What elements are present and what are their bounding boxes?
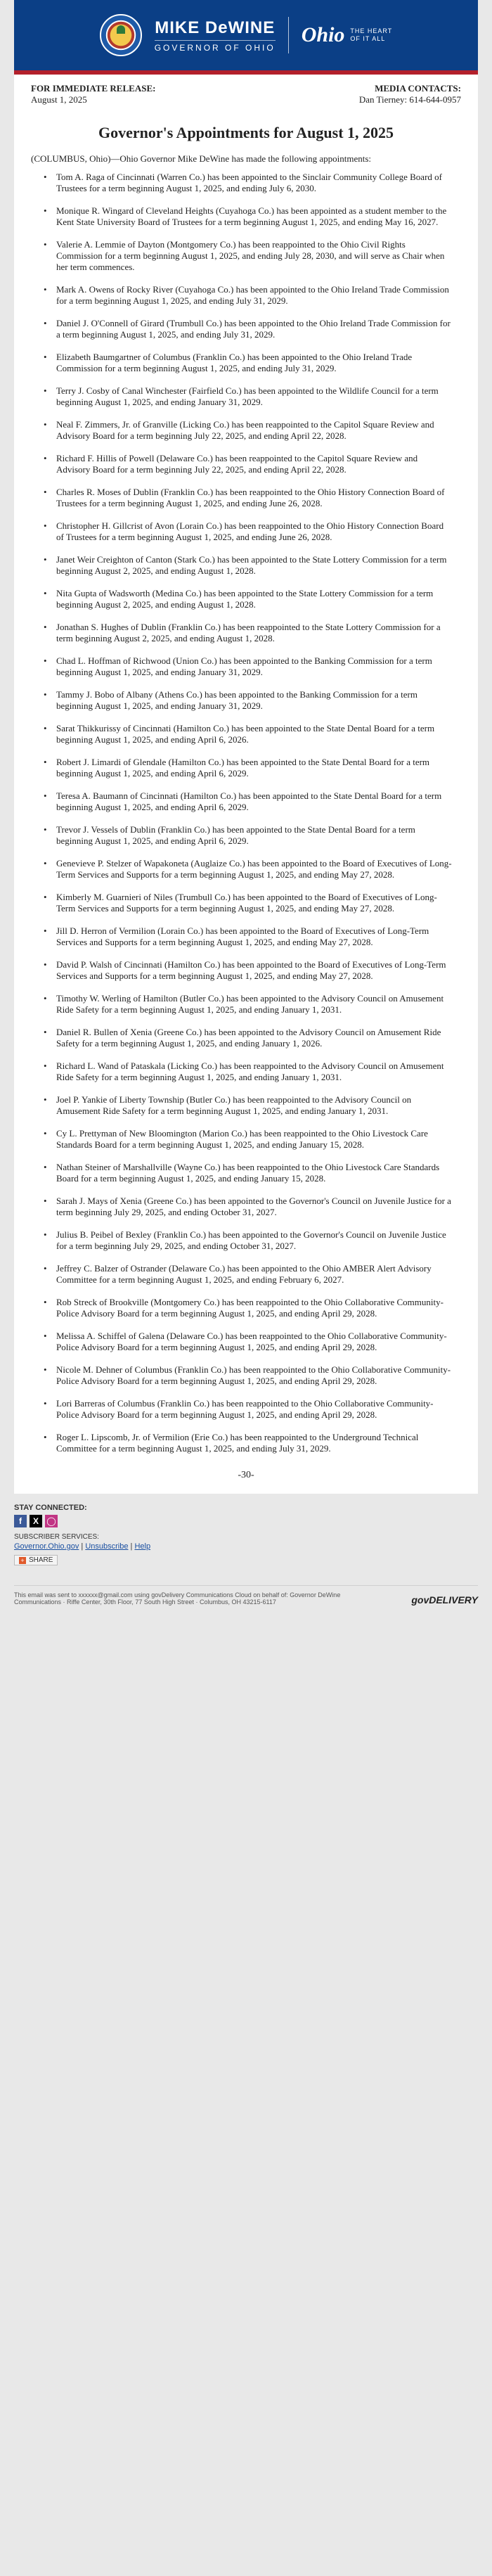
appointments-list [14,172,478,1454]
appointment-item: • Mark A. Owens of Rocky River (Cuyahoga Co.) has been appointed to the Ohio Ireland Trade Commission for a term beginning August 1, 2025, and ending July 31, 2029. [56,284,453,307]
appointment-item: • Robert J. Limardi of Glendale (Hamilton Co.) has been appointed to the State Dental Board for a term beginning August 1, 2025, and ending April 6, 2029. [56,757,453,779]
appointment-item: • Nathan Steiner of Marshallville (Wayne Co.) has been reappointed to the Ohio Livestock Care Standards Board for a term beginning August 1, 2025, and ending January 15, 2028. [56,1162,453,1184]
press-release-page [14,0,478,1494]
share-plus-icon: + [19,1557,26,1564]
release-info [31,83,155,105]
appointment-item: • Daniel J. O'Connell of Girard (Trumbull Co.) has been appointed to the Ohio Ireland Trade Commission for a term beginning August 1, 2025, and ending July 31, 2029. [56,318,453,340]
media-contacts [359,83,461,105]
appointment-item: • Roger L. Lipscomb, Jr. of Vermilion (Erie Co.) has been reappointed to the Underground Technical Committee for a term beginning August 1, 2025, and ending July 31, 2029. [56,1432,453,1454]
appointment-item: • Julius B. Peibel of Bexley (Franklin Co.) has been appointed to the Governor's Council on Juvenile Justice for a term beginning July 29, 2025, and ending October 31, 2027. [56,1229,453,1252]
appointment-item: • Chad L. Hoffman of Richwood (Union Co.) has been appointed to the Banking Commission for a term beginning August 1, 2025, and ending January 31, 2029. [56,655,453,678]
appointment-item: • Rob Streck of Brookville (Montgomery Co.) has been reappointed to the Ohio Collaborative Community-Police Advisory Board for a term beginning August 1, 2025, and ending April 29, 2028. [56,1297,453,1319]
social-links [14,1515,478,1527]
appointment-item: • Jeffrey C. Balzer of Ostrander (Delaware Co.) has been appointed to the Ohio AMBER Alert Advisory Committee for a term beginning August 1, 2025, and ending February 6, 2027. [56,1263,453,1286]
share-label: SHARE [29,1556,53,1564]
subscriber-services-label: SUBSCRIBER SERVICES: [14,1533,99,1541]
appointment-item: • Tom A. Raga of Cincinnati (Warren Co.) has been appointed to the Sinclair Community College Board of Trustees for a term beginning August 1, 2025, and ending July 6, 2030. [56,172,453,194]
ohio-tagline [350,27,392,43]
x-icon[interactable]: X [30,1515,42,1527]
appointment-item: • Genevieve P. Stelzer of Wapakoneta (Auglaize Co.) has been appointed to the Board of Executives of Long-Term Services and Supports for a term beginning August 1, 2025, and ending May 27, 2028. [56,858,453,880]
header-divider [288,17,289,53]
media-contact: Dan Tierney: 614-644-0957 [358,94,461,105]
footer-disclaimer: This email was sent to xxxxxx@gmail.com using govDelivery Communications Cloud on behalf of: Governor DeWine Communications · Riffe Center, 30th Floor, 77 South High Street · Columbus, OH 43215-6117 [14,1591,341,1606]
link-separator: | [81,1542,86,1551]
email-footer [14,1494,478,1613]
ohio-tagline-line-1: THE HEART [350,27,393,34]
appointment-item: • Monique R. Wingard of Cleveland Heights (Cuyahoga Co.) has been appointed as a student member to the Kent State University Board of Trustees for a term beginning August 1, 2025, and ending May 16, 2027. [56,205,453,228]
appointment-item: • Charles R. Moses of Dublin (Franklin Co.) has been reappointed to the Ohio History Connection Board of Trustees for a term beginning August 1, 2025, and ending June 26, 2028. [56,487,453,509]
page-title: Governor's Appointments for August 1, 2025 [98,124,394,141]
appointment-item: • Terry J. Cosby of Canal Winchester (Fairfield Co.) has been appointed to the Wildlife Council for a term beginning August 1, 2025, and ending January 31, 2029. [56,385,453,408]
appointment-item: • Melissa A. Schiffel of Galena (Delaware Co.) has been reappointed to the Ohio Collaborative Community-Police Advisory Board for a term beginning August 1, 2025, and ending April 29, 2028. [56,1331,453,1353]
ohio-brand-logo [302,23,393,47]
appointment-item: • Nicole M. Dehner of Columbus (Franklin Co.) has been reappointed to the Ohio Collaborative Community-Police Advisory Board for a term beginning August 1, 2025, and ending April 29, 2028. [56,1364,453,1387]
appointment-item: • Tammy J. Bobo of Albany (Athens Co.) has been appointed to the Banking Commission for a term beginning August 1, 2025, and ending January 31, 2029. [56,689,453,712]
ohio-tagline-line-2: OF IT ALL [350,35,386,42]
appointment-item: • Nita Gupta of Wadsworth (Medina Co.) has been appointed to the State Lottery Commission for a term beginning August 2, 2025, and ending August 1, 2028. [56,588,453,610]
govdelivery-logo: govDELIVERY [411,1594,478,1606]
appointment-item: • Neal F. Zimmers, Jr. of Granville (Licking Co.) has been reappointed to the Capitol Square Review and Advisory Board for a term beginning July 22, 2025, and ending April 22, 2028. [56,419,453,442]
appointment-item: • Kimberly M. Guarnieri of Niles (Trumbull Co.) has been appointed to the Board of Executives of Long-Term Services and Supports for a term beginning August 1, 2025, and ending May 27, 2028. [56,892,453,914]
appointment-item: • Janet Weir Creighton of Canton (Stark Co.) has been appointed to the State Lottery Commission for a term beginning August 2, 2025, and ending August 1, 2028. [56,554,453,577]
release-label: FOR IMMEDIATE RELEASE: [31,83,156,94]
appointment-item: • Teresa A. Baumann of Cincinnati (Hamilton Co.) has been appointed to the State Dental Board for a term beginning August 1, 2025, and ending April 6, 2029. [56,790,453,813]
appointment-item: • David P. Walsh of Cincinnati (Hamilton Co.) has been appointed to the Board of Executives of Long-Term Services and Supports for a term beginning August 1, 2025, and ending May 27, 2028. [56,959,453,982]
appointment-item: • Richard L. Wand of Pataskala (Licking Co.) has been reappointed to the Advisory Council on Amusement Ride Safety for a term beginning August 1, 2025, and ending January 1, 2031. [56,1060,453,1083]
intro-paragraph: (COLUMBUS, Ohio)—Ohio Governor Mike DeWine has made the following appointments: [31,153,372,164]
release-date: August 1, 2025 [31,94,87,105]
link-separator: | [130,1542,135,1551]
ohio-seal-icon [100,14,142,56]
media-contacts-label: MEDIA CONTACTS: [375,83,461,94]
end-marker: -30- [238,1470,254,1480]
help-link[interactable]: Help [134,1542,151,1551]
governor-name: MIKE DeWINE [155,18,276,37]
appointment-item: • Jill D. Herron of Vermilion (Lorain Co.) has been appointed to the Board of Executives of Long-Term Services and Supports for a term beginning August 1, 2025, and ending May 27, 2028. [56,925,453,948]
appointment-item: • Jonathan S. Hughes of Dublin (Franklin Co.) has been reappointed to the State Lottery Commission for a term beginning August 2, 2025, and ending August 1, 2028. [56,622,453,644]
subscriber-links [14,1542,478,1551]
release-meta [14,75,478,105]
appointment-item: • Joel P. Yankie of Liberty Township (Butler Co.) has been reappointed to the Advisory Council on Amusement Ride Safety for a term beginning August 1, 2025, and ending January 1, 2031. [56,1094,453,1117]
appointment-item: • Valerie A. Lemmie of Dayton (Montgomery Co.) has been reappointed to the Ohio Civil Rights Commission for a term beginning August 1, 2025, and ending July 28, 2030, and will serve as Chair when her term commences. [56,239,453,273]
share-button[interactable] [14,1555,58,1565]
governor-logo [155,18,276,53]
appointment-item: • Richard F. Hillis of Powell (Delaware Co.) has been reappointed to the Capitol Square Review and Advisory Board for a term beginning July 22, 2025, and ending April 22, 2028. [56,453,453,475]
governor-title: GOVERNOR OF OHIO [155,40,276,53]
appointment-item: • Sarat Thikkurissy of Cincinnati (Hamilton Co.) has been appointed to the State Dental Board for a term beginning August 1, 2025, and ending April 6, 2026. [56,723,453,745]
appointment-item: • Sarah J. Mays of Xenia (Greene Co.) has been appointed to the Governor's Council on Juvenile Justice for a term beginning July 29, 2025, and ending October 31, 2027. [56,1196,453,1218]
facebook-icon[interactable]: f [14,1515,27,1527]
appointment-item: • Lori Barreras of Columbus (Franklin Co.) has been reappointed to the Ohio Collaborative Community-Police Advisory Board for a term beginning August 1, 2025, and ending April 29, 2028. [56,1398,453,1421]
appointment-item: • Christopher H. Gillcrist of Avon (Lorain Co.) has been reappointed to the Ohio History Connection Board of Trustees for a term beginning August 1, 2025, and ending June 26, 2028. [56,520,453,543]
governor-site-link[interactable]: Governor.Ohio.gov [14,1542,79,1551]
stay-connected-label: STAY CONNECTED: [14,1504,87,1512]
instagram-icon[interactable]: ◯ [45,1515,58,1527]
appointment-item: • Daniel R. Bullen of Xenia (Greene Co.) has been appointed to the Advisory Council on Amusement Ride Safety for a term beginning August 1, 2025, and ending January 1, 2026. [56,1027,453,1049]
appointment-item: • Trevor J. Vessels of Dublin (Franklin Co.) has been appointed to the State Dental Board for a term beginning August 1, 2025, and ending April 6, 2029. [56,824,453,847]
appointment-item: • Elizabeth Baumgartner of Columbus (Franklin Co.) has been appointed to the Ohio Ireland Trade Commission for a term beginning August 1, 2025, and ending July 31, 2029. [56,352,453,374]
header-banner [14,0,478,70]
unsubscribe-link[interactable]: Unsubscribe [85,1542,129,1551]
appointment-item: • Timothy W. Werling of Hamilton (Butler Co.) has been appointed to the Advisory Council on Amusement Ride Safety for a term beginning August 1, 2025, and ending January 1, 2031. [56,993,453,1015]
appointment-item: • Cy L. Prettyman of New Bloomington (Marion Co.) has been reappointed to the Ohio Livestock Care Standards Board for a term beginning August 1, 2025, and ending January 15, 2028. [56,1128,453,1151]
ohio-wordmark: Ohio [301,23,345,46]
footer-bottom-bar [14,1585,478,1613]
